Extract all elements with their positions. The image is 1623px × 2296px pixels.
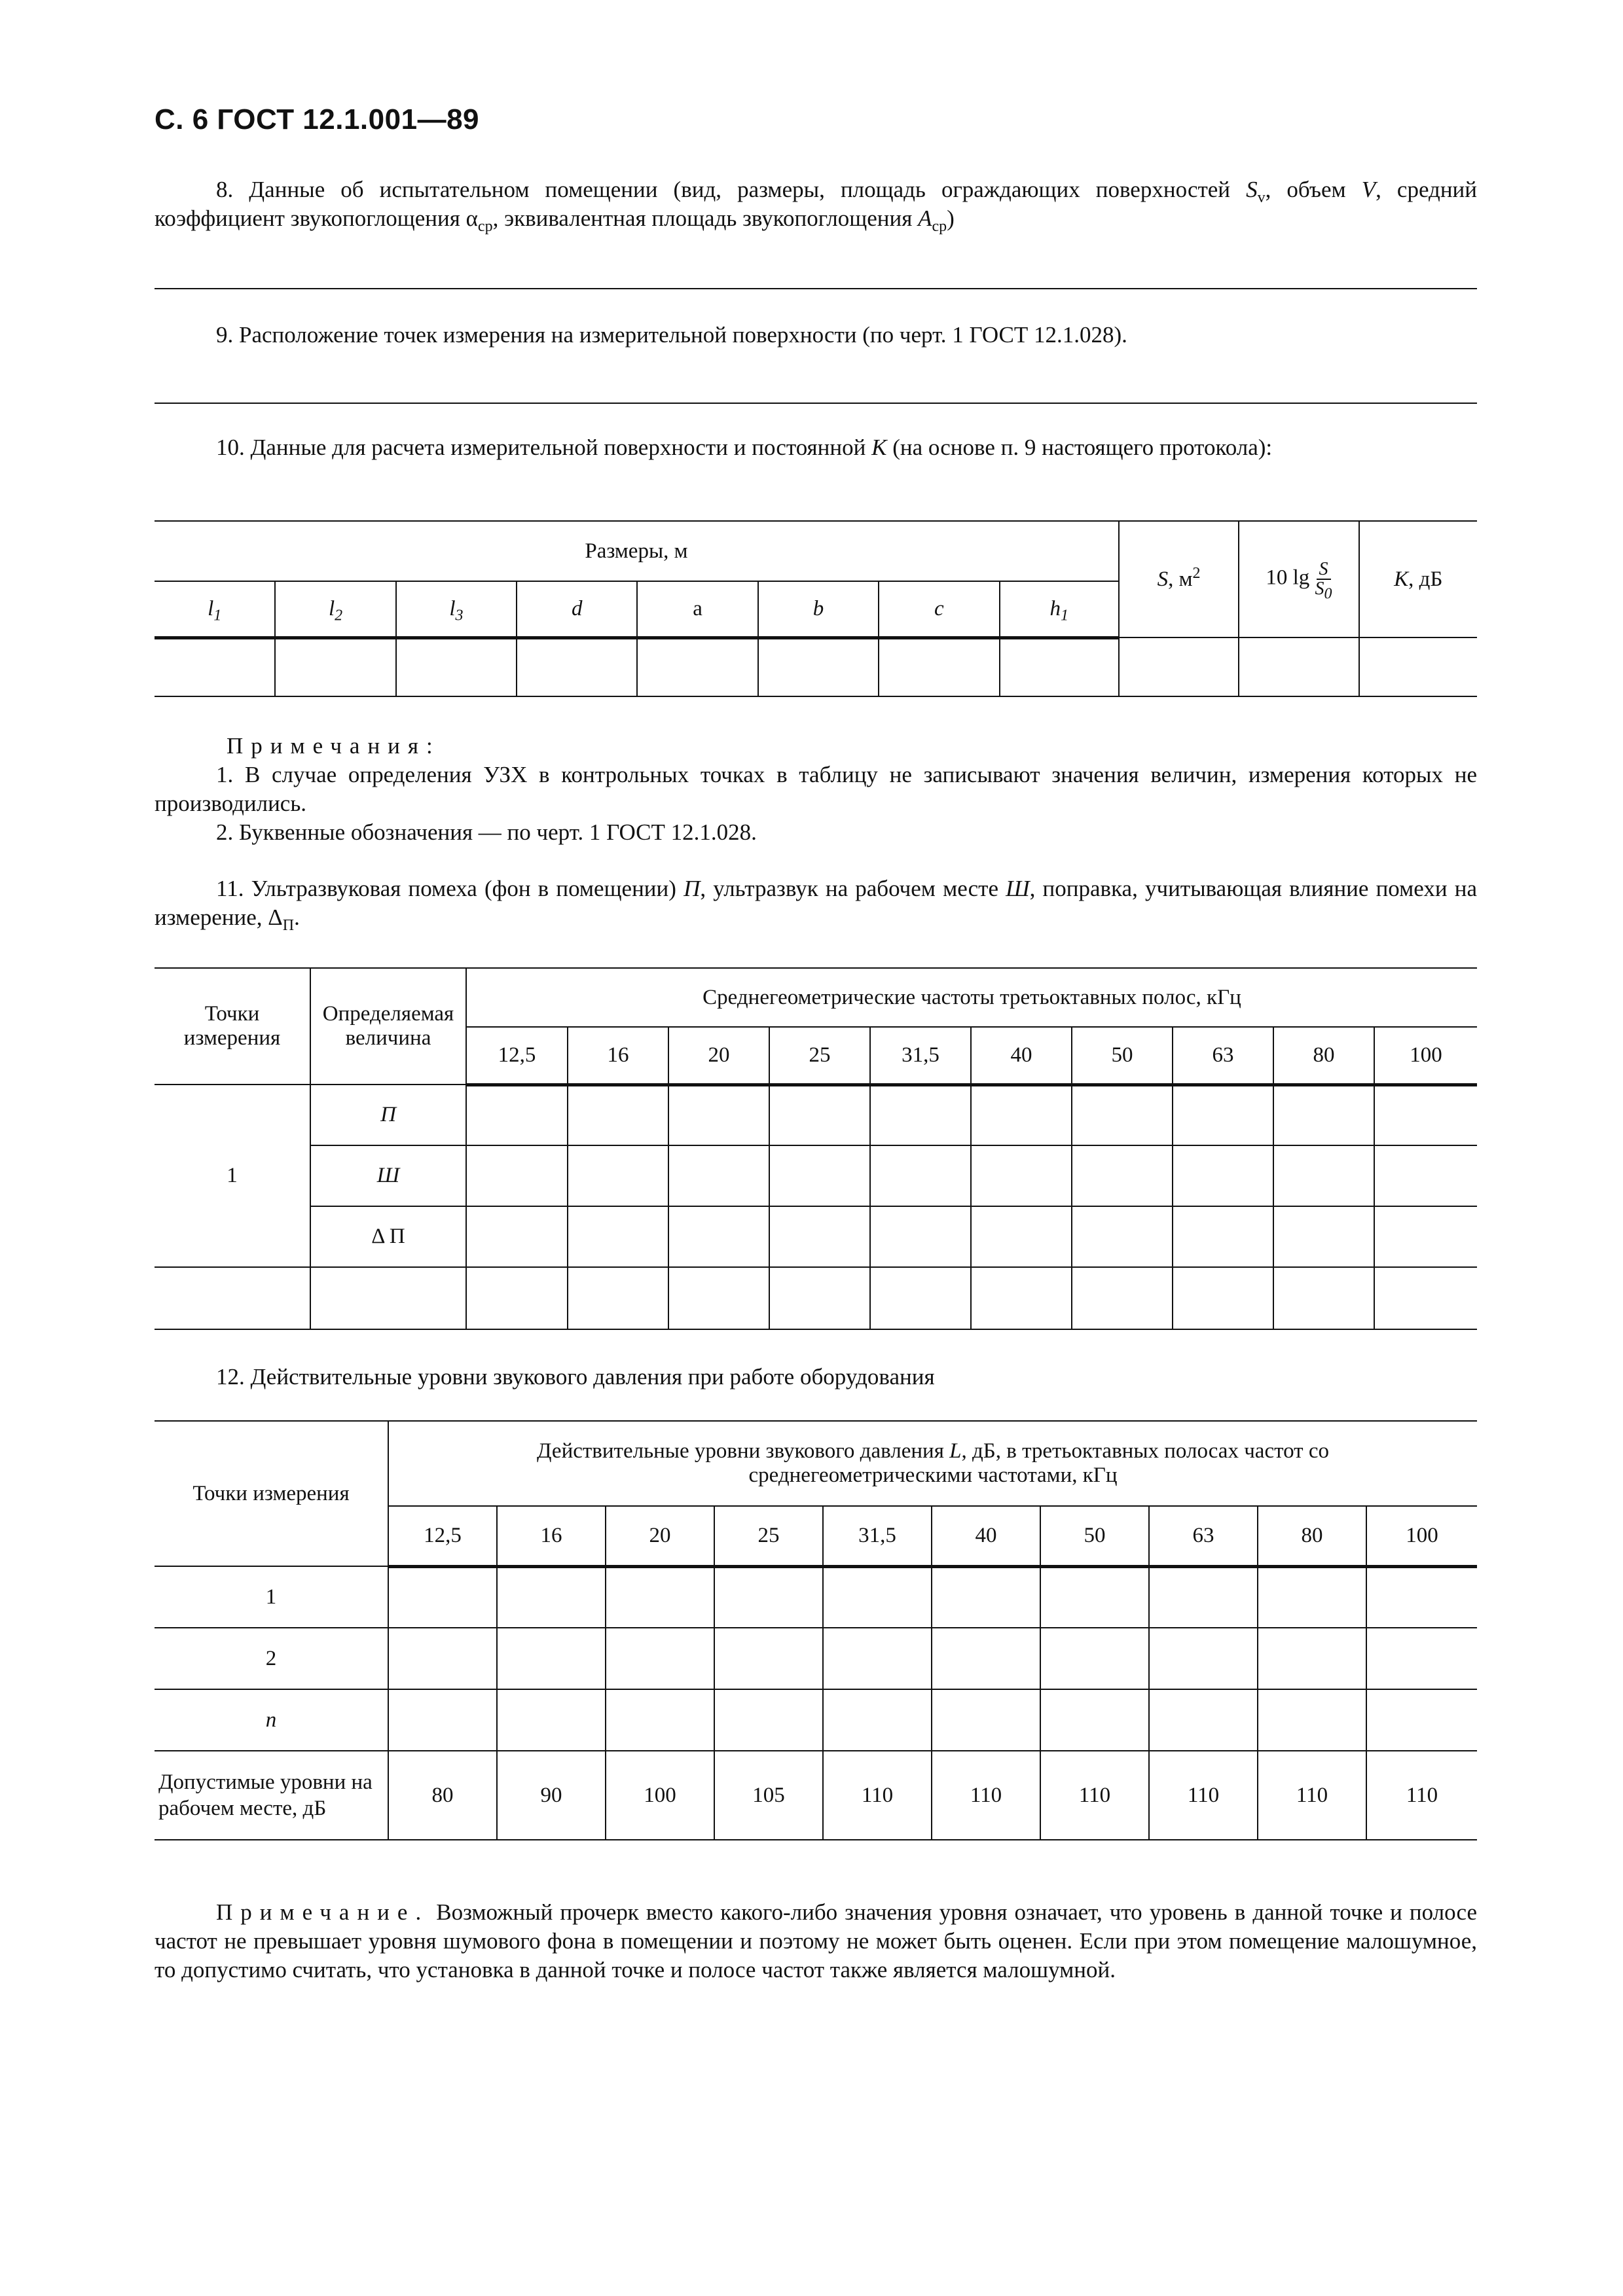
item-9-text: 9. Расположение точек измерения на измерительной поверхности (по черт. 1 ГОСТ 12.1.028). — [216, 322, 1127, 348]
header-quantity: Определяемая величина — [310, 968, 466, 1085]
permissible-label: Допустимые уровни на рабочем месте, дБ — [155, 1751, 388, 1840]
permissible-value: 110 — [1149, 1751, 1258, 1840]
col-d: d — [517, 581, 637, 637]
freq-12-5: 12,5 — [466, 1027, 568, 1085]
col-l1: $l_1$ — [155, 581, 275, 637]
freq-50: 50 — [1040, 1506, 1149, 1566]
col-l3: $l_3$ — [396, 581, 517, 637]
col-a: a — [637, 581, 757, 637]
permissible-value: 110 — [823, 1751, 932, 1840]
permissible-value: 110 — [1258, 1751, 1366, 1840]
freq-16: 16 — [497, 1506, 606, 1566]
col-c: c — [879, 581, 999, 637]
col-l2: $l_2$ — [275, 581, 395, 637]
item-11-text: 11. Ультразвуковая помеха (фон в помещении) П, ультразвук на рабочем месте Ш, поправка, учитывающая влияние помехи на измерение, $\Delta_П$. — [155, 876, 1477, 934]
freq-16: 16 — [568, 1027, 668, 1085]
table-row — [155, 637, 1477, 696]
freq-12-5: 12,5 — [388, 1506, 497, 1566]
table-row — [155, 1689, 1477, 1751]
row-sh: Ш — [310, 1145, 466, 1206]
table-sound-levels — [155, 1420, 1477, 1840]
fill-in-line-8 — [155, 288, 1477, 289]
freq-80: 80 — [1273, 1027, 1374, 1085]
note-2: 2. Буквенные обозначения — по черт. 1 ГОСТ 12.1.028. — [216, 819, 757, 845]
header-freq: Среднегеометрические частоты третьоктавных полос, кГц — [466, 968, 1477, 1027]
freq-80: 80 — [1258, 1506, 1366, 1566]
permissible-value: 90 — [497, 1751, 606, 1840]
permissible-value: 110 — [1040, 1751, 1149, 1840]
row-delta: Δ П — [310, 1206, 466, 1267]
item-8-text: 8. Данные об испытательном помещении (вид, размеры, площадь ограждающих поверхностей $S_v$, объем V, средний коэффициент звукопоглощения $\alpha_{ср}$, эквивалентная площадь звукопоглощения $A_{ср}$) — [155, 177, 1478, 235]
page-header: С. 6 ГОСТ 12.1.001—89 — [155, 103, 480, 135]
table-row — [155, 1566, 1477, 1628]
table-measurement-surface — [155, 520, 1477, 697]
point-label: 1 — [155, 1566, 388, 1628]
point-1: 1 — [155, 1085, 310, 1267]
row-p: П — [310, 1085, 466, 1145]
notes-title: Примечания: — [227, 733, 441, 759]
table-row — [155, 1267, 1477, 1329]
item-10-text: 10. Данные для расчета измерительной поверхности и постоянной K (на основе п. 9 настоящего протокола): — [216, 435, 1273, 460]
table-row — [155, 1085, 1477, 1145]
freq-20: 20 — [606, 1506, 714, 1566]
col-h1: $h_1$ — [1000, 581, 1119, 637]
header-log: 10 lg $\frac{S}{S_0}$ — [1239, 521, 1359, 637]
header-points: Точки измерения — [155, 1421, 388, 1566]
item-12-text: 12. Действительные уровни звукового давления при работе оборудования — [216, 1364, 935, 1390]
table-row — [155, 1751, 1477, 1840]
freq-100: 100 — [1366, 1506, 1477, 1566]
point-label: n — [155, 1689, 388, 1751]
freq-31-5: 31,5 — [870, 1027, 971, 1085]
permissible-value: 100 — [606, 1751, 714, 1840]
fill-in-line-9 — [155, 403, 1477, 404]
table-row — [155, 1628, 1477, 1689]
freq-63: 63 — [1149, 1506, 1258, 1566]
permissible-value: 105 — [714, 1751, 823, 1840]
point-label: 2 — [155, 1628, 388, 1689]
freq-100: 100 — [1374, 1027, 1477, 1085]
permissible-value: 80 — [388, 1751, 497, 1840]
freq-25: 25 — [714, 1506, 823, 1566]
table-row — [155, 1145, 1477, 1206]
table-interference — [155, 967, 1477, 1330]
freq-50: 50 — [1072, 1027, 1173, 1085]
note-final: Примечание. Возможный прочерк вместо какого-либо значения уровня означает, что уровень в данной точке и полосе частот не превышает уровня шумового фона в помещении и поэтому не может быть оценен. Если при этом помещение малошумное, то допустимо считать, что установка в данной точке и полосе частот также является малошумной. — [155, 1899, 1477, 1982]
table-row — [155, 1206, 1477, 1267]
col-b: b — [758, 581, 879, 637]
header-levels: Действительные уровни звукового давления L, дБ, в третьоктавных полосах частот со среднегеометрическими частотами, кГц — [388, 1421, 1477, 1506]
note-1: 1. В случае определения УЗХ в контрольных точках в таблицу не записывают значения величин, измерения которых не производились. — [155, 762, 1477, 816]
header-sizes: Размеры, м — [155, 521, 1119, 581]
freq-25: 25 — [769, 1027, 870, 1085]
freq-63: 63 — [1173, 1027, 1273, 1085]
header-k: K, дБ — [1359, 521, 1477, 637]
freq-40: 40 — [971, 1027, 1072, 1085]
freq-40: 40 — [932, 1506, 1040, 1566]
freq-31-5: 31,5 — [823, 1506, 932, 1566]
freq-20: 20 — [668, 1027, 769, 1085]
permissible-value: 110 — [1366, 1751, 1477, 1840]
header-s: S, $м^2$ — [1119, 521, 1239, 637]
header-points: Точки измерения — [155, 968, 310, 1085]
permissible-value: 110 — [932, 1751, 1040, 1840]
